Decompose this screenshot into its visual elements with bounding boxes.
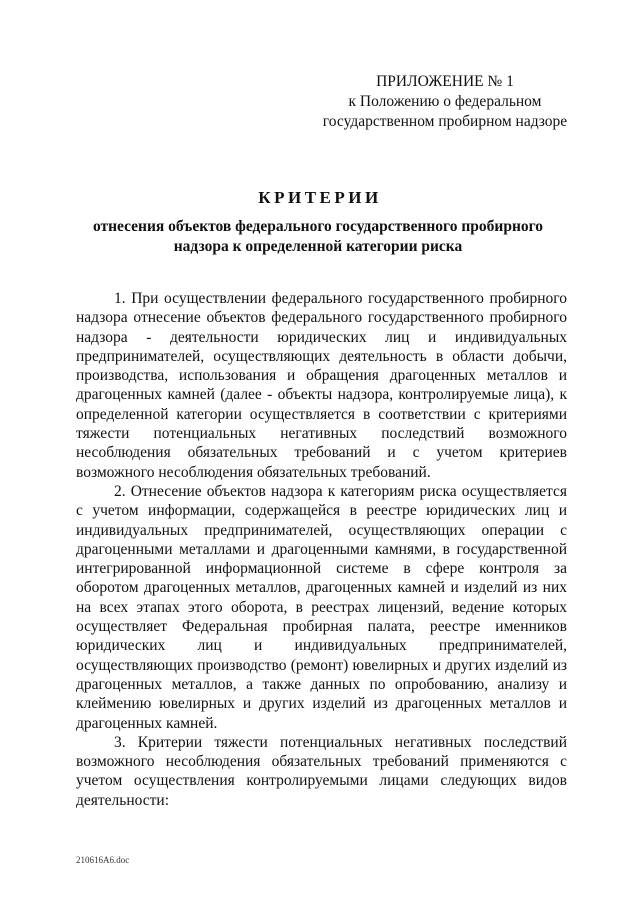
subtitle-line2: надзора к определенной категории риска bbox=[173, 238, 463, 255]
appendix-ref-line2: государственном пробирном надзоре bbox=[322, 113, 568, 130]
document-title: КРИТЕРИИ bbox=[258, 188, 382, 207]
subtitle-line1: отнесения объектов федерального государственного пробирного bbox=[92, 218, 544, 235]
paragraph-3: 3. Критерии тяжести потенциальных негативных последствий возможного несоблюдения обязательных требований применяются с учетом осуществления контролируемыми лицами следующих видов деятельности: bbox=[76, 733, 567, 809]
paragraph-1: 1. При осуществлении федерального государственного пробирного надзора отнесение объектов федерального государственного пробирного надзора - деятельности юридических лиц и индивидуальных предпринимателей, осуществляющих деятельность в области добычи, производства, использования и обращения драгоценных металлов и драгоценных камней (далее - объекты надзора, контролируемые лица), к определенной категории осуществляется в соответствии с критериями тяжести потенциальных негативных последствий возможного несоблюдения обязательных требований и с учетом критериев возможного несоблюдения обязательных требований. bbox=[76, 290, 567, 481]
appendix-ref-line1: к Положению о федеральном bbox=[348, 93, 542, 110]
file-name-footer: 210616А6.doc bbox=[76, 855, 130, 865]
document-body bbox=[76, 289, 567, 810]
paragraph-2: 2. Отнесение объектов надзора к категориям риска осуществляется с учетом информации, содержащейся в реестре юридических лиц и индивидуальных предпринимателей, осуществляющих операции с драгоценными металлами и драгоценными камнями, в государственной интегрированной информационной системе в сфере контроля за оборотом драгоценных металлов, драгоценных камней и изделий из них на всех этапах этого оборота, в реестрах лицензий, ведение которых осуществляет Федеральная пробирная палата, реестре именников юридических лиц и индивидуальных предпринимателей, осуществляющих производство (ремонт) ювелирных и других изделий из драгоценных металлов, а также данных по опробованию, анализу и клеймению ювелирных и других изделий из драгоценных металлов и драгоценных камней. bbox=[76, 482, 567, 732]
document-subtitle bbox=[78, 217, 558, 257]
appendix-header bbox=[300, 72, 590, 132]
appendix-number: ПРИЛОЖЕНИЕ № 1 bbox=[376, 73, 514, 90]
